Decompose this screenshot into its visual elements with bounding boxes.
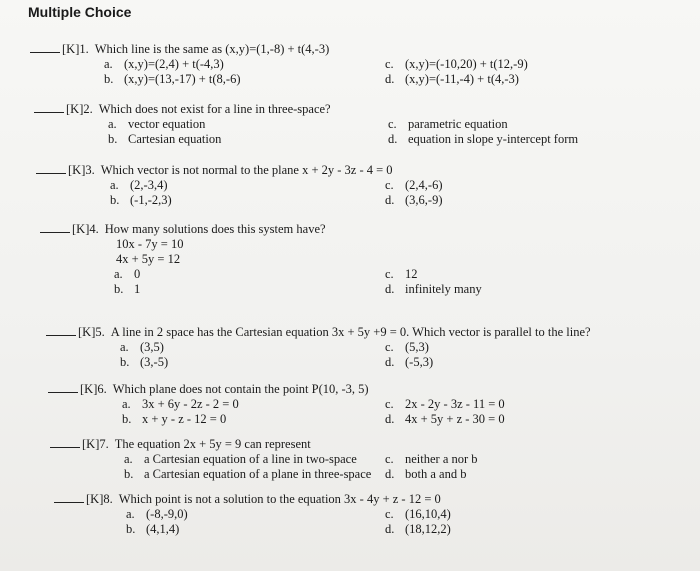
option-a: a. (x,y)=(2,4) + t(-4,3) — [104, 57, 224, 71]
option-a: a. a Cartesian equation of a line in two-space — [124, 452, 357, 466]
question-3 — [36, 163, 393, 178]
option-d: d. both a and b — [385, 467, 467, 481]
option-c: c. parametric equation — [388, 117, 508, 131]
page-title: Multiple Choice — [28, 4, 132, 20]
answer-blank[interactable] — [34, 112, 64, 113]
option-b: b. a Cartesian equation of a plane in three-space — [124, 467, 372, 481]
option-a: a. 0 — [114, 267, 141, 281]
option-d: d. (-5,3) — [385, 355, 434, 369]
option-d: d. infinitely many — [385, 282, 482, 296]
option-a: a. (-8,-9,0) — [126, 507, 188, 521]
option-d: d. 4x + 5y + z - 30 = 0 — [385, 412, 505, 426]
question-stem: The equation 2x + 5y = 9 can represent — [114, 437, 311, 451]
option-b: b. (3,-5) — [120, 355, 169, 369]
system-equation-2: 4x + 5y = 12 — [116, 252, 181, 266]
answer-blank[interactable] — [54, 502, 84, 503]
option-b: b. 1 — [114, 282, 141, 296]
option-c: c. (x,y)=(-10,20) + t(12,-9) — [385, 57, 528, 71]
question-7 — [50, 437, 311, 452]
question-stem: A line in 2 space has the Cartesian equation 3x + 5y +9 = 0. Which vector is parallel to the line? — [110, 325, 591, 339]
option-d: d. equation in slope y-intercept form — [388, 132, 579, 146]
option-c: c. (2,4,-6) — [385, 178, 443, 192]
question-stem: Which does not exist for a line in three-space? — [98, 102, 331, 116]
option-b: b. (4,1,4) — [126, 522, 180, 536]
answer-blank[interactable] — [40, 232, 70, 233]
answer-blank[interactable] — [50, 447, 80, 448]
question-1 — [30, 42, 329, 57]
question-number: [K]5. — [78, 325, 105, 339]
question-2 — [34, 102, 331, 117]
question-number: [K]6. — [80, 382, 107, 396]
question-number: [K]8. — [86, 492, 113, 506]
option-c: c. 12 — [385, 267, 418, 281]
question-5 — [46, 325, 591, 340]
option-b: b. Cartesian equation — [108, 132, 222, 146]
option-c: c. (5,3) — [385, 340, 429, 354]
question-number: [K]2. — [66, 102, 93, 116]
question-number: [K]1. — [62, 42, 89, 56]
option-b: b. x + y - z - 12 = 0 — [122, 412, 227, 426]
option-a: a. 3x + 6y - 2z - 2 = 0 — [122, 397, 239, 411]
answer-blank[interactable] — [30, 52, 60, 53]
question-8 — [54, 492, 441, 507]
option-c: c. 2x - 2y - 3z - 11 = 0 — [385, 397, 505, 411]
question-number: [K]7. — [82, 437, 109, 451]
option-b: b. (x,y)=(13,-17) + t(8,-6) — [104, 72, 241, 86]
option-a: a. (2,-3,4) — [110, 178, 168, 192]
question-number: [K]4. — [72, 222, 99, 236]
option-d: d. (x,y)=(-11,-4) + t(4,-3) — [385, 72, 519, 86]
question-4 — [40, 222, 326, 237]
option-d: d. (18,12,2) — [385, 522, 451, 536]
question-stem: How many solutions does this system have? — [104, 222, 326, 236]
option-c: c. (16,10,4) — [385, 507, 451, 521]
option-c: c. neither a nor b — [385, 452, 478, 466]
question-stem: Which point is not a solution to the equation 3x - 4y + z - 12 = 0 — [118, 492, 441, 506]
answer-blank[interactable] — [36, 173, 66, 174]
question-6 — [48, 382, 369, 397]
answer-blank[interactable] — [48, 392, 78, 393]
question-number: [K]3. — [68, 163, 95, 177]
system-equation-1: 10x - 7y = 10 — [116, 237, 184, 251]
question-stem: Which vector is not normal to the plane x + 2y - 3z - 4 = 0 — [100, 163, 393, 177]
answer-blank[interactable] — [46, 335, 76, 336]
question-stem: Which line is the same as (x,y)=(1,-8) + t(4,-3) — [94, 42, 330, 56]
question-stem: Which plane does not contain the point P(10, -3, 5) — [112, 382, 369, 396]
option-b: b. (-1,-2,3) — [110, 193, 172, 207]
option-d: d. (3,6,-9) — [385, 193, 443, 207]
option-a: a. vector equation — [108, 117, 206, 131]
option-a: a. (3,5) — [120, 340, 164, 354]
